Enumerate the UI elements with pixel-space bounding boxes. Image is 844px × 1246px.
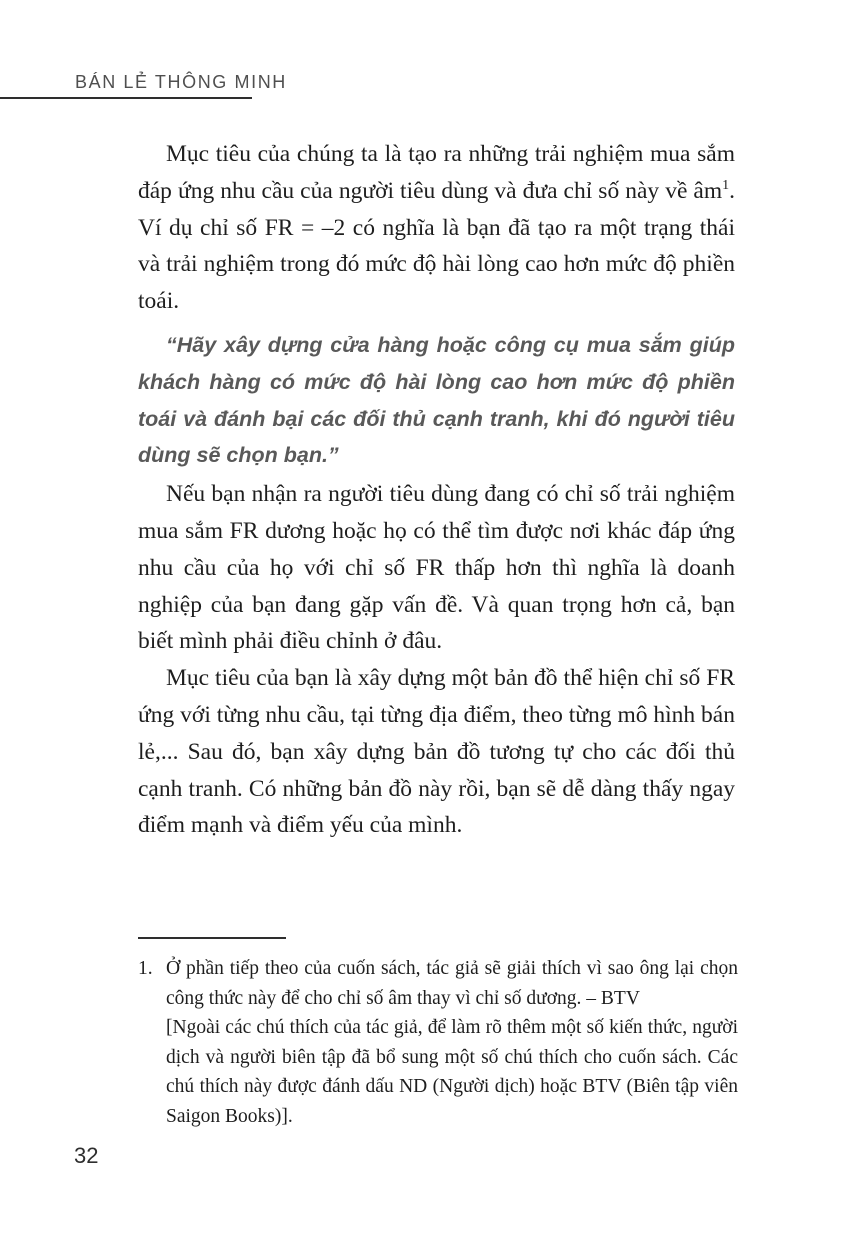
page-number: 32 (74, 1143, 99, 1168)
header-rule (0, 97, 252, 99)
footnote-rule (138, 937, 286, 939)
footnote-section (138, 937, 738, 1131)
footnote-item-1 (138, 954, 738, 1131)
paragraph-3: Mục tiêu của bạn là xây dựng một bản đồ thể hiện chỉ số FR ứng với từng nhu cầu, tại từng địa điểm, theo từng mô hình bán lẻ,... Sau đó, bạn xây dựng bản đồ tương tự cho các đối thủ cạnh tranh. Có những bản đồ này rồi, bạn sẽ dễ dàng thấy ngay điểm mạnh và điểm yếu của mình. (138, 665, 735, 839)
paragraph-1-text-after-footnote-ref: . Ví dụ chỉ số FR = –2 có nghĩa là bạn đã tạo ra một trạng thái và trải nghiệm trong đó mức độ hài lòng cao hơn mức độ phiền toái. (138, 177, 735, 315)
paragraph-1-text-before-footnote-ref: Mục tiêu của chúng ta là tạo ra những trải nghiệm mua sắm đáp ứng nhu cầu của người tiêu dùng và đưa chỉ số này về âm (138, 141, 735, 204)
main-text-column (138, 136, 735, 844)
footnote-marker: 1. (138, 958, 153, 979)
pull-quote: “Hãy xây dựng cửa hàng hoặc công cụ mua sắm giúp khách hàng có mức độ hài lòng cao hơn mức độ phiền toái và đánh bại các đối thủ cạnh tranh, khi đó người tiêu dùng sẽ chọn bạn.” (138, 332, 735, 468)
running-header-title: BÁN LẺ THÔNG MINH (75, 72, 287, 92)
footnote-reference-1: 1 (722, 177, 730, 193)
footnote-text (166, 954, 738, 1131)
paragraph-1 (138, 136, 735, 320)
footnote-paragraph-1: Ở phần tiếp theo của cuốn sách, tác giả sẽ giải thích vì sao ông lại chọn công thức này để cho chỉ số âm thay vì chỉ số dương. – BTV (166, 958, 738, 1009)
footnote-paragraph-2: [Ngoài các chú thích của tác giả, để làm rõ thêm một số kiến thức, người dịch và người biên tập đã bổ sung một số chú thích cho cuốn sách. Các chú thích này được đánh dấu ND (Người dịch) hoặc BTV (Biên tập viên Saigon Books)]. (166, 1017, 738, 1127)
paragraph-2: Nếu bạn nhận ra người tiêu dùng đang có chỉ số trải nghiệm mua sắm FR dương hoặc họ có thể tìm được nơi khác đáp ứng nhu cầu của họ với chỉ số FR thấp hơn thì nghĩa là doanh nghiệp của bạn đang gặp vấn đề. Và quan trọng hơn cả, bạn biết mình phải điều chỉnh ở đâu. (138, 481, 735, 655)
